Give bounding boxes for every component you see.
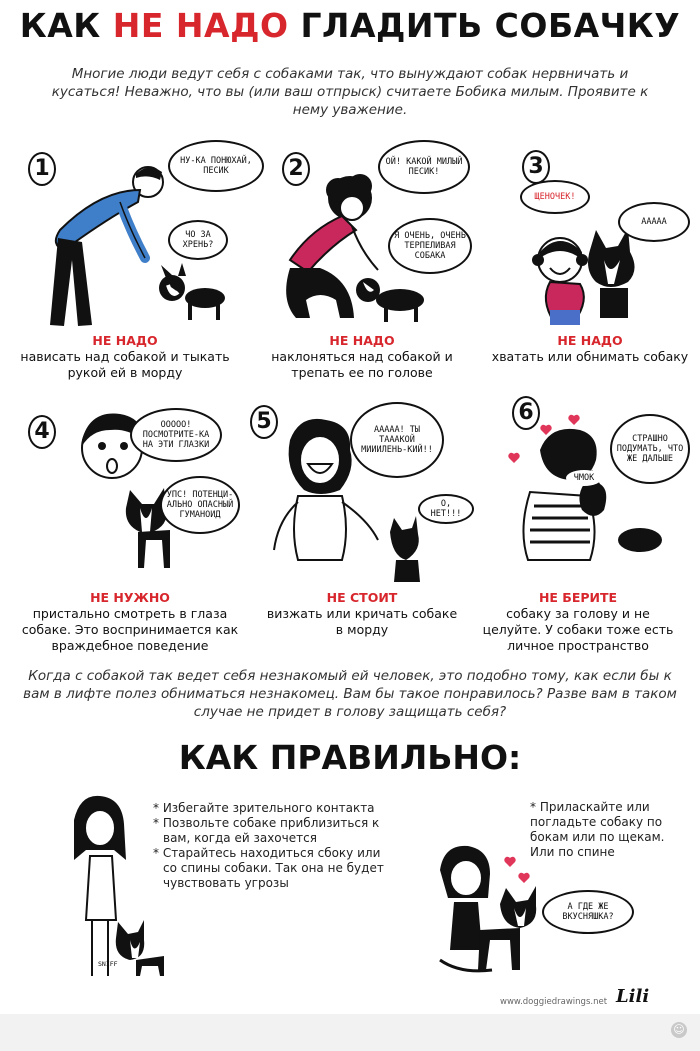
panel-1-bubble-man: НУ-КА ПОНЮХАЙ, ПЕСИК [168, 140, 264, 192]
panel-2-bubble-woman: ОЙ! КАКОЙ МИЛЫЙ ПЕСИК! [378, 140, 470, 194]
panel-3-bubble-girl: ЩЕНОЧЕК! [520, 180, 590, 214]
panel-5-caption: НЕ СТОИТ визжать или кричать собаке в морду [266, 590, 458, 637]
panel-number-2: 2 [282, 152, 310, 186]
panel-4-bubble-man: ООООО! ПОСМОТРИТЕ-КА НА ЭТИ ГЛАЗКИ [130, 408, 222, 462]
panel-1-bubble-dog: ЧО ЗА ХРЕНЬ? [168, 220, 228, 260]
panel-5-bubble-dog: О, НЕТ!!! [418, 494, 474, 524]
panel-3-caption: НЕ НАДО хватать или обнимать собаку [491, 333, 689, 364]
smiley-icon: ☺ [671, 1022, 687, 1038]
panel-1-caption: НЕ НАДО нависать над собакой и тыкать рукой ей в морду [20, 333, 230, 380]
middle-text: Когда с собакой так ведет себя незнакомый ей человек, это подобно тому, как если бы к вам в лифте полез обниматься незнакомец. Вам бы такое понравилось? Разве вам в таком случае не придет в голову защищать себя? [23, 668, 677, 720]
tips-right: * Приласкайте или погладьте собаку по бокам или по щекам. Или по спине [530, 800, 665, 859]
panel-number-4: 4 [28, 415, 56, 449]
tips-left: * Избегайте зрительного контакта * Позвольте собаке приблизиться к вам, когда ей захочется * Старайтесь находиться сбоку или со спины собаки. Так она не будет чувствовать угрозы [153, 801, 384, 890]
footer-bar [0, 1014, 700, 1051]
site-url: www.doggiedrawings.net [500, 997, 608, 1007]
panel-2-bubble-dog: Я ОЧЕНЬ, ОЧЕНЬ ТЕРПЕЛИВАЯ СОБАКА [388, 218, 472, 274]
panel-6-caption: НЕ БЕРИТЕ собаку за голову и не целуйте. У собаки тоже есть личное пространство [482, 590, 674, 653]
page-title: КАК НЕ НАДО ГЛАДИТЬ СОБАЧКУ [19, 6, 681, 45]
panel-6-kiss-sound: ЧМОК [566, 470, 602, 486]
panel-3-bubble-dog: ААААА [618, 202, 690, 242]
panel-4-bubble-dog: УПС! ПОТЕНЦИ-АЛЬНО ОПАСНЫЙ ГУМАНОИД [160, 476, 240, 534]
panel-6-bubble-dog: СТРАШНО ПОДУМАТЬ, ЧТО ЖЕ ДАЛЬШЕ [610, 414, 690, 484]
panel-2-caption: НЕ НАДО наклоняться над собакой и трепать ее по голове [271, 333, 453, 380]
panel-number-1: 1 [28, 152, 56, 186]
panel-number-3: 3 [522, 150, 550, 184]
panel-5-bubble-woman: ААААА! ТЫ ТАААКОЙ МИИИЛЕНЬ-КИЙ!! [350, 402, 444, 478]
panel-number-6: 6 [512, 396, 540, 430]
author-signature: Lili [616, 986, 650, 1007]
right-way-title: КАК ПРАВИЛЬНО: [178, 738, 522, 777]
sniff-text: SNIFF [98, 960, 118, 968]
panel-number-5: 5 [250, 405, 278, 439]
intro-text: Многие люди ведут себя с собаками так, что вынуждают собак нервничать и кусаться! Неважно, что вы (или ваш отпрыск) считаете Бобика милым. Проявите к нему уважение. [51, 66, 649, 118]
right-way-illustration-right [420, 840, 560, 990]
right-way-bubble-dog: А ГДЕ ЖЕ ВКУСНЯШКА? [542, 890, 634, 934]
panel-4-caption: НЕ НУЖНО пристально смотреть в глаза собаке. Это воспринимается как враждебное поведение [21, 590, 239, 653]
title-highlight: НЕ НАДО [112, 6, 289, 45]
